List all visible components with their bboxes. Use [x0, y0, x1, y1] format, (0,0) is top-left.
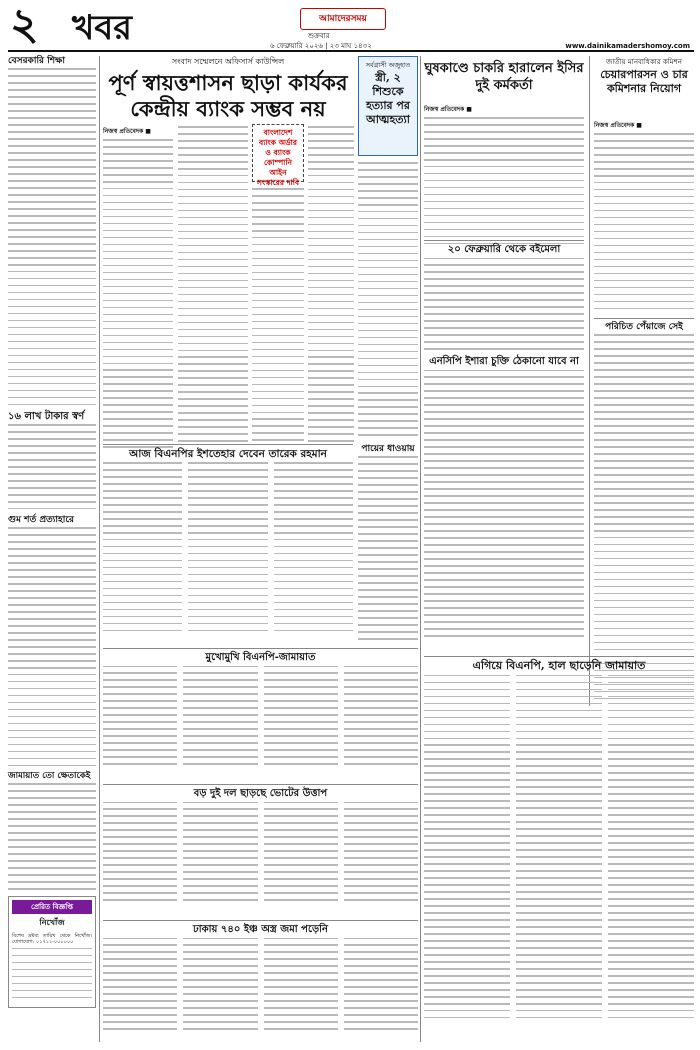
bribe-body [424, 102, 584, 238]
lead-body-col1 [103, 124, 173, 444]
lead-dateline: নিজস্ব প্রতিবেদক ■ [103, 128, 151, 135]
chair-dateline: নিজস্ব প্রতিবেদক ■ [594, 122, 642, 129]
column-divider [420, 56, 421, 1042]
dhaka-story [103, 924, 418, 1042]
lead-callout: বাংলাদেশ ব্যাংক অর্ডার ও ব্যাংক কোম্পানি আইন সংস্কারের দাবি [256, 128, 300, 187]
classified-ad [8, 896, 96, 1008]
murder-headline: স্ত্রী, ২ শিশুকে হত্যার পর আত্মহত্যা [366, 71, 410, 126]
bookfair-story [424, 244, 584, 354]
lead-body-col4 [308, 124, 354, 444]
ad-title: প্রেরিত বিজ্ঞপ্তি [12, 900, 92, 914]
headline-private-education: বেসরকারি শিক্ষা [8, 56, 65, 66]
website-url[interactable]: www.dainikamadershomoy.com [565, 42, 690, 50]
murder-story-box [358, 56, 418, 156]
divider [424, 656, 694, 657]
pay-headline: পায়ের ধাওয়ায় [361, 444, 415, 454]
vote-headline: বড় দুই দল ছাড়ছে ভোটের উত্তাপ [193, 788, 328, 799]
issue-date: ৬ ফেব্রুয়ারি ২০২৬ | ২৩ মাঘ ১৪৩২ [270, 42, 372, 50]
section-title: খবর [72, 8, 132, 48]
masthead [8, 0, 694, 52]
divider [103, 920, 418, 921]
chair-kicker: জাতীয় মানবাধিকার কমিশন [606, 58, 682, 66]
dhaka-headline: ঢাকায় ৭৪০ ইঞ্চ অস্ত্র জমা পড়েনি [193, 924, 328, 935]
bnp-hall-headline: এগিয়ে বিএনপি, হাল ছাড়েনি জামায়াত [472, 659, 646, 672]
divider [103, 444, 353, 445]
newspaper-logo: আমাদেরসময় [300, 8, 386, 30]
divider [424, 240, 584, 241]
bribe-story [424, 60, 584, 100]
bribe-dateline: নিজস্ব প্রতিবেদক ■ [424, 106, 472, 113]
column-divider [99, 56, 100, 1042]
article-body [8, 68, 96, 405]
chair-headline: চেয়ারপারসন ও চার কমিশনার নিয়োগ [600, 68, 688, 95]
face-headline: মুখোমুখি বিএনপি-জামায়াত [205, 652, 316, 663]
page-number: ২ [10, 0, 39, 50]
ad-text: বিশেষ দ্রষ্টব্য তারিখ থেকে নিখোঁজ। যোগাযোগ: ০১৭১১-০০০০০০ [12, 932, 92, 946]
headline-gold: ১৬ লাখ টাকার স্বর্ণ [8, 410, 85, 422]
divider [103, 784, 418, 785]
article-body [8, 424, 96, 509]
masthead-rule [8, 50, 694, 52]
bnp-hall-story [424, 660, 694, 1040]
lead-kicker: সংবাদ সম্মেলনে অফিসার্স কাউন্সিল [171, 57, 285, 66]
bribe-headline: ঘুষকাণ্ডে চাকরি হারালেন ইসির দুই কর্মকর্তা [424, 61, 584, 93]
tarique-story [103, 448, 353, 648]
market-story [594, 322, 694, 706]
bookfair-headline: ২০ ফেব্রুয়ারি থেকে বইমেলা [447, 244, 561, 255]
ncp-headline: এনসিপি ইশারা চুক্তি ঠেকানো যাবে না [429, 356, 579, 367]
issue-day: শুক্রবার [308, 32, 330, 40]
headline-gum: গুম শর্ত প্রত্যাহারে [8, 514, 74, 525]
murder-body [358, 160, 418, 440]
column-divider [589, 56, 590, 706]
chair-body [594, 118, 694, 308]
ad-body [12, 948, 92, 998]
lead-callout-box [252, 124, 304, 187]
face-story [103, 652, 418, 782]
vote-story [103, 788, 418, 918]
murder-kicker: সর্বগ্রাসী অজুহাত [365, 61, 411, 69]
left-column [8, 56, 96, 1042]
ad-subtitle: নিখোঁজ [39, 916, 65, 927]
market-headline: পরিচিত পেঁয়াজে সেই [605, 322, 683, 332]
pay-story [358, 444, 418, 654]
lead-headline: পূর্ণ স্বায়ত্তশাসন ছাড়া কার্যকর কেন্দ্রীয় ব্যাংক সম্ভব নয় [108, 70, 348, 121]
article-body [8, 527, 96, 766]
ncp-story [424, 356, 584, 656]
article-body [8, 783, 96, 889]
tarique-headline: আজ বিএনপির ইশতেহার দেবেন তারেক রহমান [129, 448, 327, 460]
lead-body-col3 [252, 186, 304, 444]
divider [594, 318, 694, 319]
lead-body-col2 [178, 124, 248, 444]
headline-jamaat: জামায়াত তো ক্ষেতাকেই [8, 770, 91, 781]
divider [103, 648, 418, 649]
